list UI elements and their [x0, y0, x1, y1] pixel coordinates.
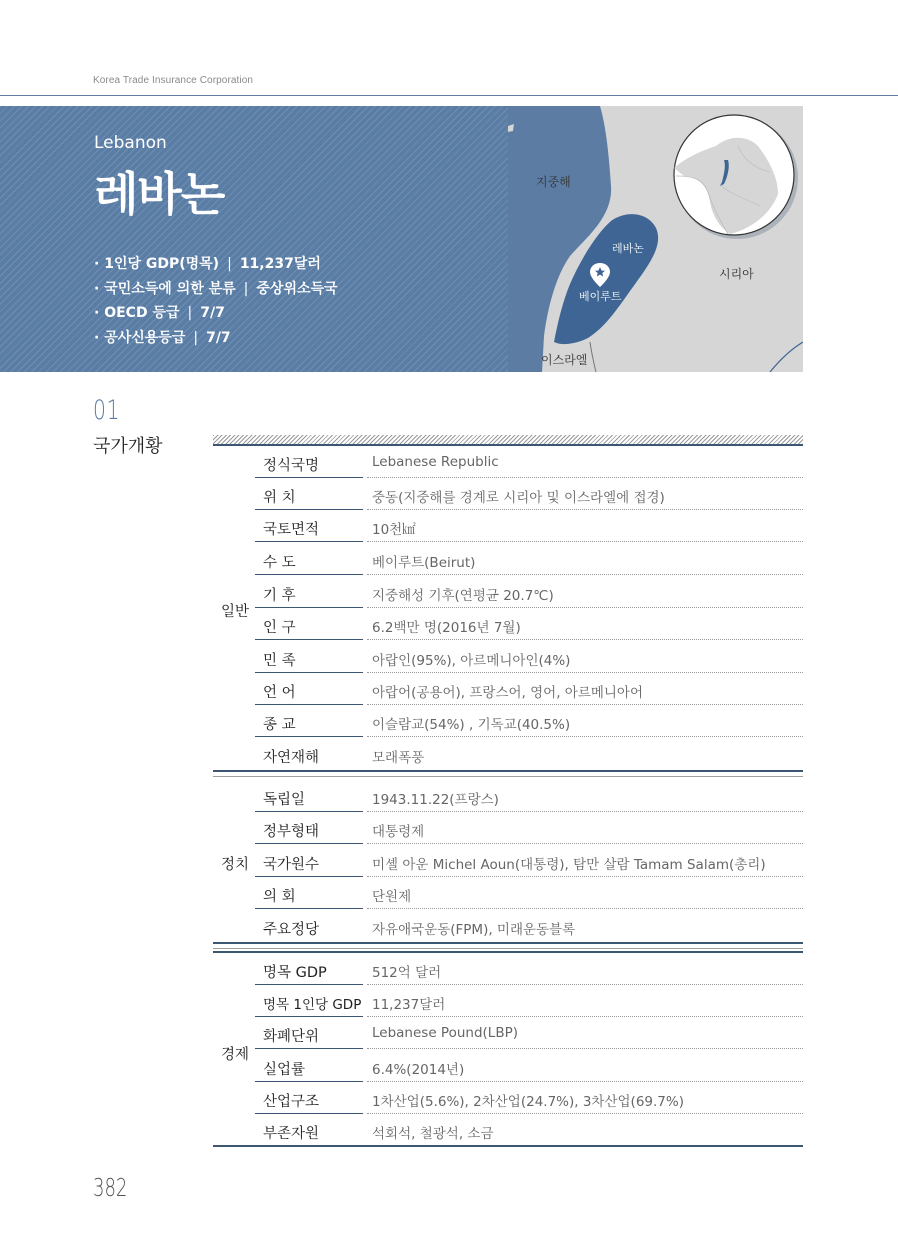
fact-value: 7/7	[200, 305, 225, 321]
fact-value: 11,237달러	[239, 256, 321, 272]
map-label-beirut: 베이루트	[579, 290, 622, 303]
table-row	[255, 845, 803, 877]
table-row	[255, 1050, 803, 1082]
row-key: 언 어	[263, 685, 296, 701]
row-value: 512억 달러	[372, 965, 442, 981]
table-row	[255, 510, 803, 542]
table-row	[255, 705, 803, 737]
row-key: 민 족	[263, 653, 296, 669]
fact-label: 1인당 GDP(명목)	[104, 256, 220, 272]
fact-bullet: ·	[94, 256, 100, 272]
row-value: 10천㎢	[372, 522, 416, 538]
row-value: Lebanese Pound(LBP)	[372, 1025, 518, 1041]
table-row	[255, 478, 803, 510]
map-label-syria: 시리아	[719, 267, 754, 281]
row-key: 화폐단위	[263, 1029, 320, 1045]
key-fact-item	[94, 326, 338, 351]
category-politics: 정치	[221, 857, 250, 873]
row-key: 주요정당	[263, 922, 320, 938]
row-value: 모래폭풍	[372, 750, 425, 766]
fact-label: OECD 등급	[104, 305, 180, 321]
fact-label: 공사신용등급	[104, 329, 186, 346]
row-value: 아랍어(공용어), 프랑스어, 영어, 아르메니아어	[372, 685, 644, 701]
row-value: 중동(지중해를 경계로 시리아 및 이스라엘에 접경)	[372, 490, 665, 506]
row-value: 6.2백만 명(2016년 7월)	[372, 620, 521, 636]
row-value: 6.4%(2014년)	[372, 1062, 465, 1078]
row-key: 종 교	[263, 717, 296, 733]
row-value: 단원제	[372, 889, 412, 905]
country-banner	[0, 106, 508, 372]
map-label-lebanon: 레바논	[612, 242, 644, 255]
row-key: 명목 GDP	[263, 965, 327, 981]
section-hatch-bar	[213, 435, 803, 444]
group-bottom-rule	[213, 942, 803, 944]
row-value: 아랍인(95%), 아르메니아인(4%)	[372, 653, 571, 669]
row-key: 부존자원	[263, 1126, 320, 1142]
table-row	[255, 985, 803, 1017]
table-row	[255, 1017, 803, 1049]
map-label-israel: 이스라엘	[541, 353, 588, 367]
row-key: 국토면적	[263, 522, 320, 538]
section-number: 01	[93, 395, 121, 426]
fact-bullet: ·	[94, 329, 100, 346]
table-row	[255, 608, 803, 640]
row-key: 독립일	[263, 792, 306, 808]
table-row	[255, 543, 803, 575]
row-value: 베이루트(Beirut)	[372, 555, 476, 571]
fact-separator: |	[243, 280, 249, 297]
key-fact-item	[94, 301, 338, 326]
page-number: 382	[93, 1173, 128, 1202]
table-row	[255, 910, 803, 942]
row-key: 위 치	[263, 490, 296, 506]
row-key: 인 구	[263, 620, 296, 636]
row-value: 미셸 아운 Michel Aoun(대통령), 탐만 살람 Tamam Salam(총리)	[372, 857, 766, 873]
map-label-sea: 지중해	[536, 175, 571, 189]
publisher-header: Korea Trade Insurance Corporation	[93, 75, 254, 86]
row-value: Lebanese Republic	[372, 454, 499, 470]
header-rule	[0, 95, 898, 96]
row-value: 1차산업(5.6%), 2차산업(24.7%), 3차산업(69.7%)	[372, 1094, 684, 1110]
row-value: 대통령제	[372, 824, 425, 840]
row-value: 1943.11.22(프랑스)	[372, 792, 499, 808]
table-row	[255, 641, 803, 673]
row-value: 지중해성 기후(연평균 20.7℃)	[372, 588, 554, 604]
key-fact-item	[94, 277, 338, 302]
table-bottom-rule	[213, 1145, 803, 1147]
group-divider	[213, 776, 803, 777]
location-map	[508, 106, 803, 372]
fact-bullet: ·	[94, 280, 100, 297]
table-row	[255, 812, 803, 844]
table-row	[255, 673, 803, 705]
fact-separator: |	[193, 329, 199, 346]
key-facts-list	[94, 252, 338, 350]
row-value: 석회석, 철광석, 소금	[372, 1126, 494, 1142]
table-row	[255, 877, 803, 909]
country-name-korean: 레바논	[94, 167, 225, 221]
row-key: 국가원수	[263, 857, 320, 873]
key-fact-item	[94, 252, 338, 277]
fact-separator: |	[227, 256, 232, 272]
fact-bullet: ·	[94, 305, 100, 321]
fact-label: 국민소득에 의한 분류	[104, 280, 236, 297]
row-key: 기 후	[263, 588, 296, 604]
fact-value: 7/7	[206, 329, 231, 346]
map-graphic	[508, 106, 803, 372]
group-bottom-rule	[213, 770, 803, 772]
row-key: 명목 1인당 GDP	[263, 997, 362, 1013]
row-key: 수 도	[263, 555, 296, 571]
table-row	[255, 780, 803, 812]
table-row	[255, 953, 803, 985]
fact-value: 중상위소득국	[256, 280, 338, 297]
row-key: 의 회	[263, 889, 296, 905]
row-key: 정부형태	[263, 824, 320, 840]
country-name-english: Lebanon	[94, 133, 167, 153]
table-row	[255, 576, 803, 608]
row-key: 자연재해	[263, 750, 320, 766]
table-row	[255, 1114, 803, 1146]
row-key: 실업률	[263, 1062, 306, 1078]
row-value: 자유애국운동(FPM), 미래운동블록	[372, 922, 576, 938]
row-value: 이슬람교(54%) , 기독교(40.5%)	[372, 717, 571, 733]
table-row	[255, 1082, 803, 1114]
table-row	[255, 446, 803, 478]
group-divider	[213, 948, 803, 949]
row-key: 정식국명	[263, 458, 320, 474]
row-value: 11,237달러	[372, 997, 446, 1013]
row-key: 산업구조	[263, 1094, 320, 1110]
category-economy: 경제	[221, 1047, 250, 1063]
table-row	[255, 738, 803, 770]
fact-separator: |	[187, 305, 193, 321]
section-title: 국가개황	[93, 436, 163, 457]
category-general: 일반	[221, 604, 250, 620]
